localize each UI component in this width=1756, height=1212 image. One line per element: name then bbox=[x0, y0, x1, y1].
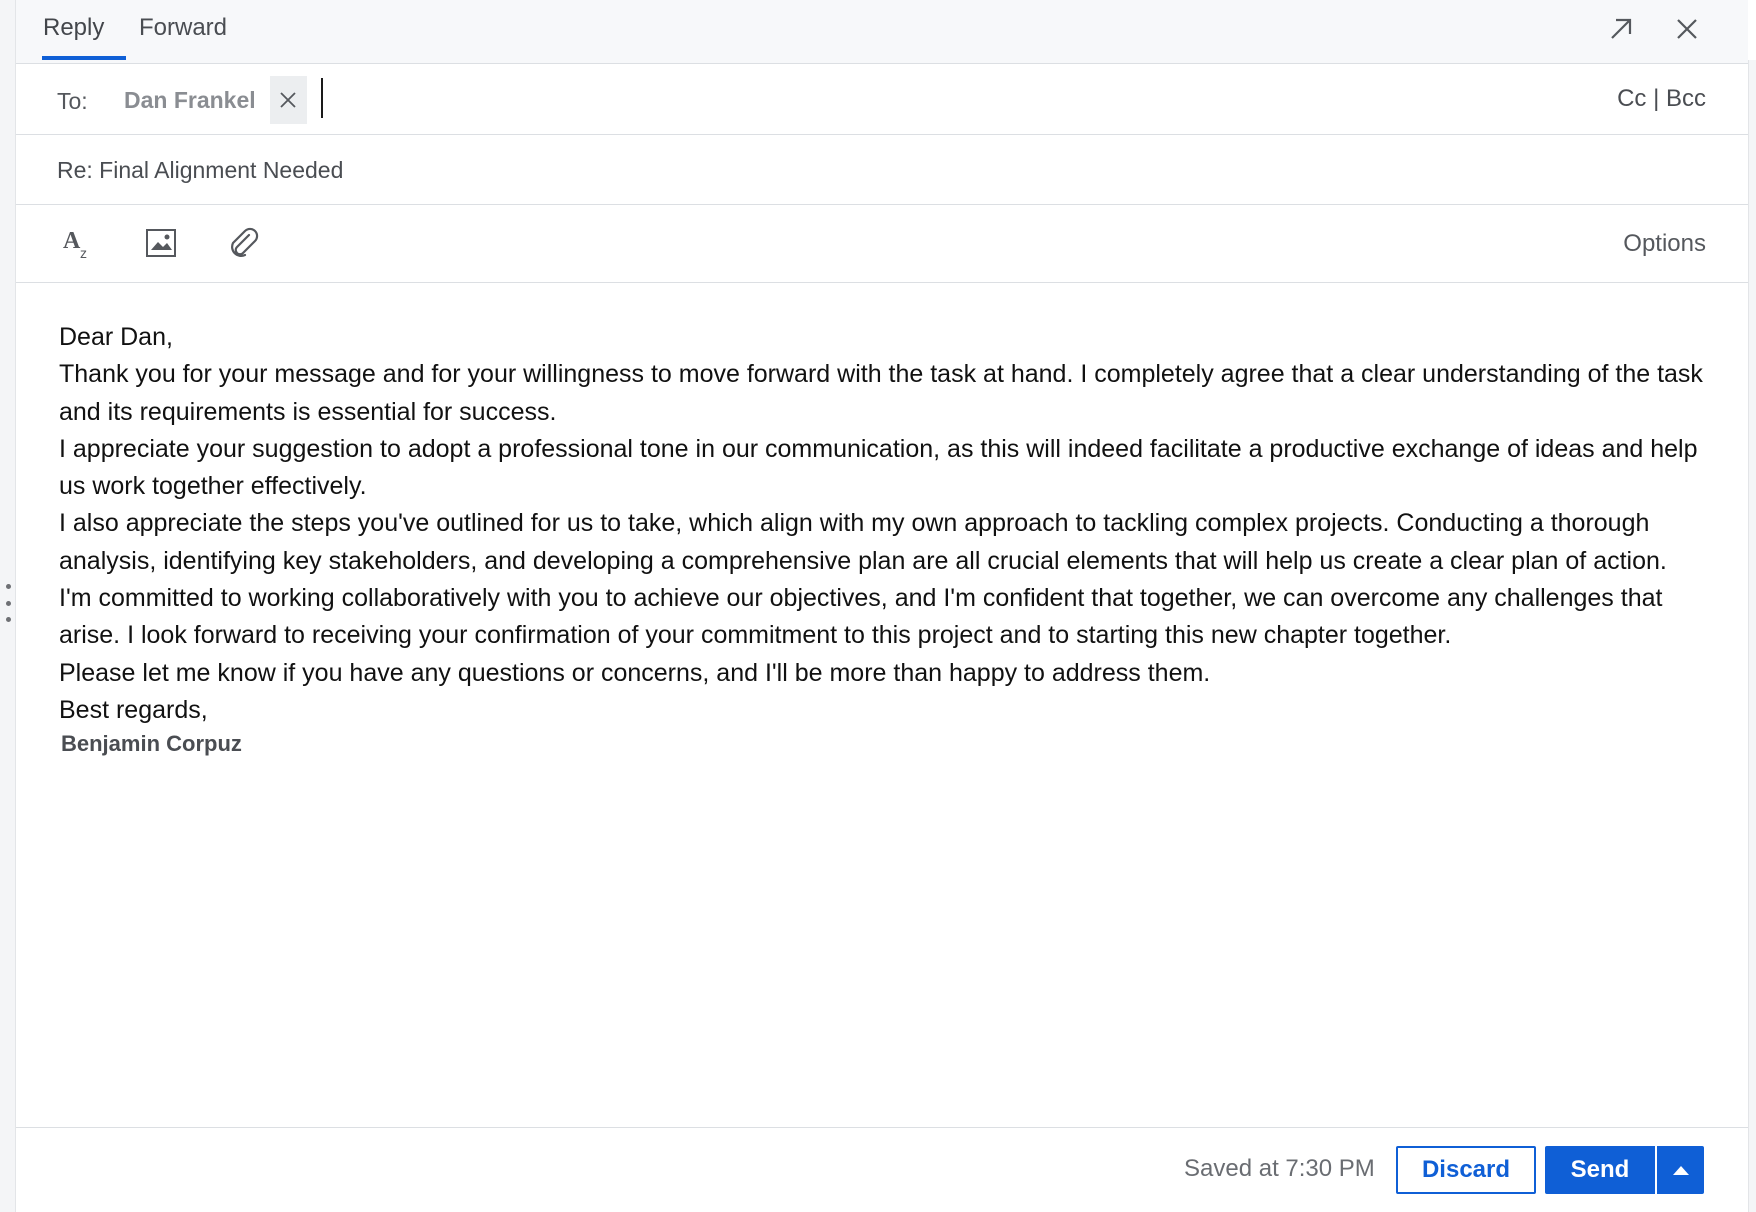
signature: Benjamin Corpuz bbox=[61, 731, 242, 757]
send-button[interactable]: Send bbox=[1545, 1146, 1655, 1194]
caret-up-icon bbox=[1671, 1163, 1691, 1177]
compose-footer bbox=[16, 1128, 1748, 1212]
body-paragraph: I also appreciate the steps you've outlined for us to take, which align with my own approach to tackling complex projects. Conducting a thorough analysis, identifying key stakeholders, and developing a comprehensive plan are all crucial elements that will help us create a clear plan of action. bbox=[59, 509, 1667, 575]
svg-text:A: A bbox=[63, 228, 81, 254]
subject-row bbox=[16, 135, 1748, 205]
saved-status: Saved at 7:30 PM bbox=[1184, 1155, 1375, 1182]
body-paragraph: Dear Dan, bbox=[59, 323, 173, 351]
options-menu[interactable]: Options bbox=[1623, 230, 1706, 257]
body-paragraph: Best regards, bbox=[59, 695, 208, 724]
svg-text:z: z bbox=[80, 245, 87, 260]
text-format-icon[interactable] bbox=[58, 223, 98, 263]
subject-input[interactable] bbox=[57, 149, 1697, 191]
to-row bbox=[16, 64, 1748, 135]
attach-icon[interactable] bbox=[223, 223, 263, 263]
expand-arrow-icon[interactable] bbox=[1604, 12, 1638, 46]
resize-handle-icon[interactable] bbox=[5, 584, 11, 622]
tab-forward[interactable]: Forward bbox=[139, 14, 228, 41]
body-paragraph: Thank you for your message and for your willingness to move forward with the task at hand. I completely agree that a clear understanding of the task and its requirements is essential for success. bbox=[59, 360, 1703, 426]
body-paragraph: I appreciate your suggestion to adopt a professional tone in our communication, as this will indeed facilitate a productive exchange of ideas and help us work together effectively. bbox=[59, 434, 1698, 501]
discard-button[interactable]: Discard bbox=[1396, 1146, 1536, 1194]
left-gutter bbox=[0, 0, 16, 1212]
to-label: To: bbox=[57, 88, 88, 114]
send-options-button[interactable] bbox=[1657, 1146, 1704, 1194]
compose-tabs-bar bbox=[16, 0, 1748, 64]
body-paragraph: I'm committed to working collaboratively with you to achieve our objectives, and I'm confident that together, we can overcome any challenges that arise. I look forward to receiving your confirmation of your commitment to this project and to starting this new chapter together. bbox=[59, 584, 1663, 650]
close-icon bbox=[278, 90, 298, 110]
active-tab-indicator bbox=[42, 56, 126, 60]
right-scroll-gutter bbox=[1748, 60, 1756, 1212]
insert-image-icon[interactable] bbox=[141, 223, 181, 263]
text-caret bbox=[321, 78, 323, 118]
recipient-chip[interactable] bbox=[124, 76, 307, 124]
recipient-name: Dan Frankel bbox=[124, 86, 256, 113]
body-paragraph: Please let me know if you have any questions or concerns, and I'll be more than happy to address them. bbox=[59, 658, 1211, 687]
tab-reply[interactable]: Reply bbox=[43, 14, 105, 41]
formatting-toolbar bbox=[16, 205, 1748, 283]
cc-bcc-link[interactable]: Cc | Bcc bbox=[1617, 85, 1706, 112]
message-body-editor[interactable] bbox=[16, 283, 1748, 1128]
close-icon[interactable] bbox=[1670, 12, 1704, 46]
remove-recipient-button[interactable] bbox=[270, 76, 307, 124]
